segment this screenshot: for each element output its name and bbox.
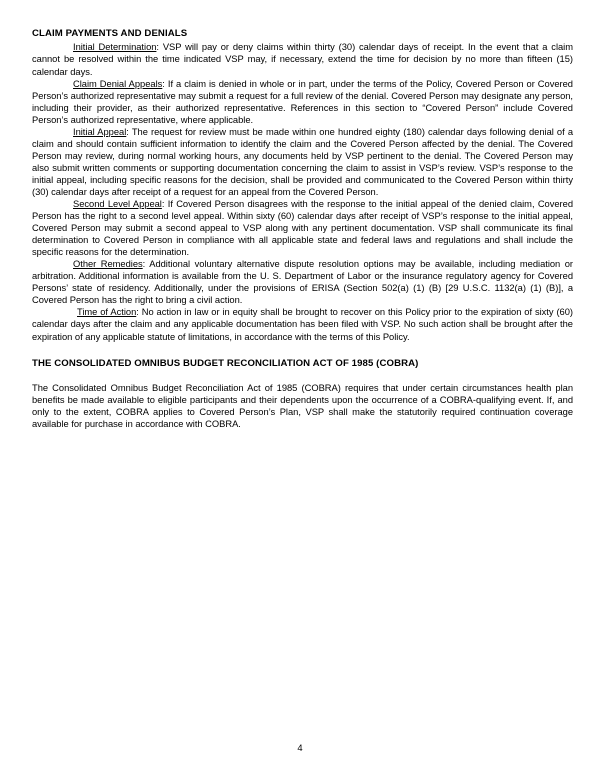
- section-heading-claim-payments-and-denials: CLAIM PAYMENTS AND DENIALS: [32, 28, 188, 39]
- paragraph-lead-suffix-initial-appeal: :: [126, 126, 129, 137]
- paragraph-cobra-body: [32, 382, 573, 430]
- paragraph-text-time-of-action: No action in law or in equity shall be brought to recover on this Policy prior to the expiration of sixty (60) calendar days after the claim and any applicable documentation has been filed with VSP. No such action shall be brought after the expiration of any applicable statute of limitations, in accordance with the terms of this Policy.: [32, 307, 573, 342]
- paragraph-lead-time-of-action: Time of Action: [77, 307, 137, 318]
- paragraph-lead-other-remedies: Other Remedies: [73, 259, 143, 270]
- document-body: [32, 28, 573, 430]
- paragraph-lead-suffix-time-of-action: :: [136, 307, 139, 318]
- paragraph-spacer: [32, 371, 573, 382]
- section-heading-cobra: THE CONSOLIDATED OMNIBUS BUDGET RECONCILIATION ACT OF 1985 (COBRA): [32, 357, 419, 369]
- paragraph-lead-suffix-initial-determination: :: [156, 42, 159, 53]
- paragraph-lead-second-level-appeal: Second Level Appeal: [73, 199, 162, 210]
- paragraph-claim-denial-appeals: [32, 78, 573, 126]
- paragraph-text-initial-determination: VSP will pay or deny claims within thirty (30) calendar days of receipt. In the event that a claim cannot be resolved within the time indicated VSP may, if necessary, extend the time for decision by no more than fifteen (15) calendar days.: [32, 42, 573, 77]
- paragraph-lead-suffix-second-level-appeal: :: [161, 199, 165, 210]
- paragraph-lead-initial-appeal: Initial Appeal: [73, 126, 127, 137]
- paragraph-lead-initial-determination: Initial Determination: [73, 42, 157, 53]
- page-number: 4: [297, 742, 303, 753]
- paragraph-initial-appeal: [32, 126, 573, 198]
- paragraph-lead-suffix-other-remedies: :: [142, 259, 146, 270]
- paragraph-text-other-remedies: Additional voluntary alternative dispute resolution options may be available, including mediation or arbitration. Additional information is available from the U. S. Department of Labor or the insurance regulatory agency for Covered Persons’ state of residency. Additionally, under the provisions of ERISA (Section 502(a) (1) (B) [29 U.S.C. 1132(a) (1) (B)], a Covered Person has the right to bring a civil action.: [32, 259, 573, 306]
- paragraph-text-second-level-appeal: If Covered Person disagrees with the response to the initial appeal of the denied claim, Covered Person has the right to a second level appeal. Within sixty (60) calendar days after receipt of VSP’s response to the initial appeal, Covered Person may submit a second appeal to VSP along with any pertinent documentation. VSP shall communicate its final determination to Covered Person in compliance with all applicable state and federal laws and regulations and shall include the specific reasons for the determination.: [32, 199, 573, 258]
- paragraph-time-of-action: [32, 306, 573, 342]
- paragraph-text-claim-denial-appeals: If a claim is denied in whole or in part, under the terms of the Policy, Covered Person or Covered Person’s authorized representative may submit a request for a full review of the denial. Covered Person may designate any person, including their provider, as their authorized representative. References in this section to “Covered Person” include Covered Person’s authorized representative, where applicable.: [32, 78, 573, 125]
- section-spacer: [32, 343, 573, 358]
- paragraph-lead-claim-denial-appeals: Claim Denial Appeals: [73, 78, 163, 89]
- paragraph-second-level-appeal: [32, 198, 573, 258]
- paragraph-text-cobra-body: The Consolidated Omnibus Budget Reconciliation Act of 1985 (COBRA) requires that under certain circumstances health plan benefits be made available to eligible participants and their dependents upon the occurrence of a COBRA-qualifying event. If, and only to the extent, COBRA applies to Covered Person’s Plan, VSP shall make the statutorily required continuation coverage available for purchase in accordance with COBRA.: [32, 382, 573, 430]
- paragraph-lead-suffix-claim-denial-appeals: :: [162, 78, 165, 89]
- paragraph-text-initial-appeal: The request for review must be made within one hundred eighty (180) calendar days following denial of a claim and should contain sufficient information to identify the claim and the Covered Person affected by the denial. The Covered Person may review, during normal working hours, any documents held by VSP pertinent to the denial. The Covered Person may also submit written comments or supporting documentation concerning the claim to assist in VSP’s review. VSP’s response to the initial appeal, including specific reasons for the decision, shall be provided and communicated to the Covered Person within thirty (30) calendar days after receipt of a request for an appeal from the Covered Person.: [32, 126, 573, 197]
- paragraph-initial-determination: [32, 41, 573, 77]
- paragraph-other-remedies: [32, 258, 573, 306]
